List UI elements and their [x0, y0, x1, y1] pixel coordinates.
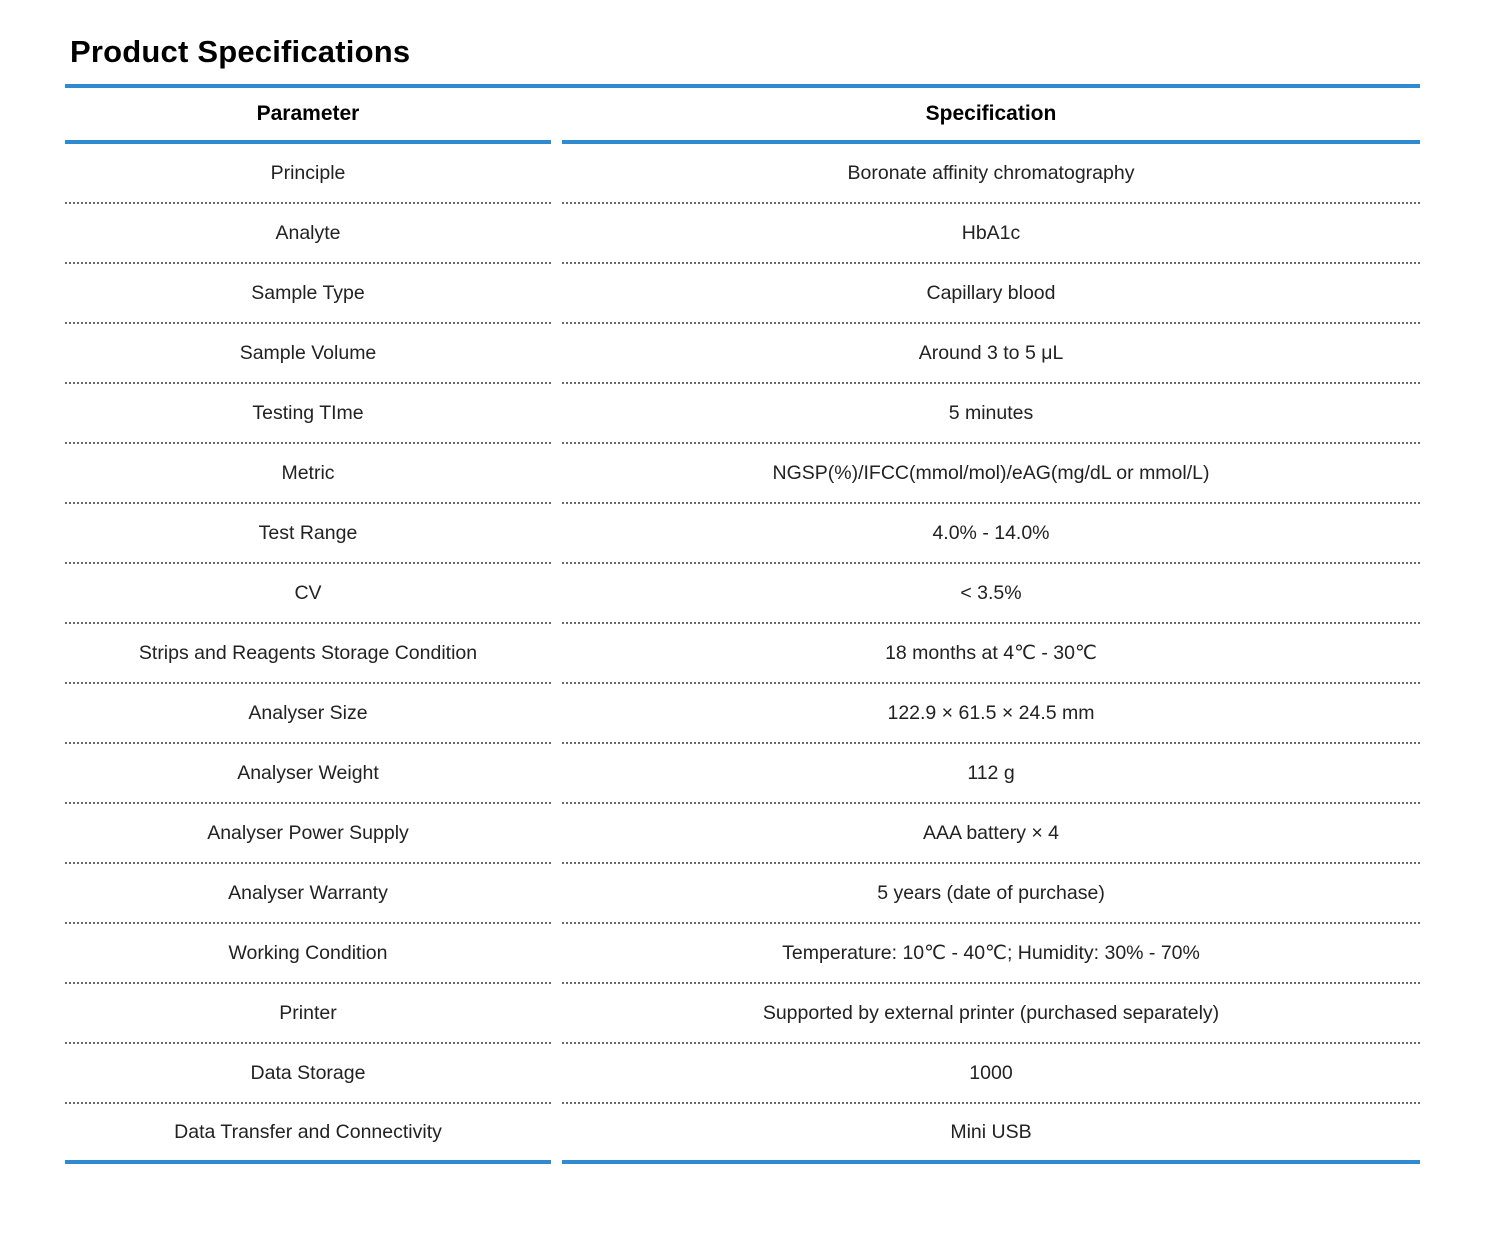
specification-cell: NGSP(%)/IFCC(mmol/mol)/eAG(mg/dL or mmol/L) — [562, 444, 1420, 504]
table-row — [65, 624, 1420, 684]
parameter-cell: CV — [65, 564, 551, 624]
specification-cell: 4.0% - 14.0% — [562, 504, 1420, 564]
table-row — [65, 924, 1420, 984]
table-row — [65, 1044, 1420, 1104]
parameter-cell: Printer — [65, 984, 551, 1044]
specification-cell: 112 g — [562, 744, 1420, 804]
table-row — [65, 744, 1420, 804]
parameter-cell: Analyte — [65, 204, 551, 264]
parameter-cell: Strips and Reagents Storage Condition — [65, 624, 551, 684]
table-row — [65, 804, 1420, 864]
parameter-cell: Data Transfer and Connectivity — [65, 1104, 551, 1164]
specification-cell: Capillary blood — [562, 264, 1420, 324]
table-row — [65, 324, 1420, 384]
specification-cell: < 3.5% — [562, 564, 1420, 624]
specification-cell: 122.9 × 61.5 × 24.5 mm — [562, 684, 1420, 744]
header-specification: Specification — [562, 88, 1420, 144]
specification-cell: Boronate affinity chromatography — [562, 144, 1420, 204]
parameter-cell: Sample Type — [65, 264, 551, 324]
specification-cell: 5 years (date of purchase) — [562, 864, 1420, 924]
parameter-cell: Analyser Size — [65, 684, 551, 744]
parameter-cell: Analyser Power Supply — [65, 804, 551, 864]
table-row — [65, 564, 1420, 624]
parameter-cell: Analyser Weight — [65, 744, 551, 804]
parameter-cell: Sample Volume — [65, 324, 551, 384]
table-row — [65, 504, 1420, 564]
header-parameter: Parameter — [65, 88, 551, 144]
parameter-cell: Testing TIme — [65, 384, 551, 444]
table-header-row — [65, 88, 1420, 144]
parameter-cell: Principle — [65, 144, 551, 204]
parameter-cell: Data Storage — [65, 1044, 551, 1104]
page-title: Product Specifications — [70, 34, 411, 69]
table-row — [65, 444, 1420, 504]
specification-cell: Supported by external printer (purchased separately) — [562, 984, 1420, 1044]
parameter-cell: Working Condition — [65, 924, 551, 984]
specification-cell: 1000 — [562, 1044, 1420, 1104]
parameter-cell: Test Range — [65, 504, 551, 564]
specification-cell: Mini USB — [562, 1104, 1420, 1164]
specification-cell: Temperature: 10℃ - 40℃; Humidity: 30% - 70% — [562, 924, 1420, 984]
specification-cell: AAA battery × 4 — [562, 804, 1420, 864]
table-row — [65, 264, 1420, 324]
table-row — [65, 684, 1420, 744]
parameter-cell: Analyser Warranty — [65, 864, 551, 924]
spec-table — [65, 84, 1420, 1164]
specification-cell: 5 minutes — [562, 384, 1420, 444]
table-row — [65, 1104, 1420, 1164]
table-row — [65, 864, 1420, 924]
table-row — [65, 144, 1420, 204]
table-row — [65, 204, 1420, 264]
specification-cell: 18 months at 4℃ - 30℃ — [562, 624, 1420, 684]
table-body — [65, 144, 1420, 1164]
specification-cell: Around 3 to 5 μL — [562, 324, 1420, 384]
table-row — [65, 984, 1420, 1044]
parameter-cell: Metric — [65, 444, 551, 504]
table-row — [65, 384, 1420, 444]
specification-cell: HbA1c — [562, 204, 1420, 264]
